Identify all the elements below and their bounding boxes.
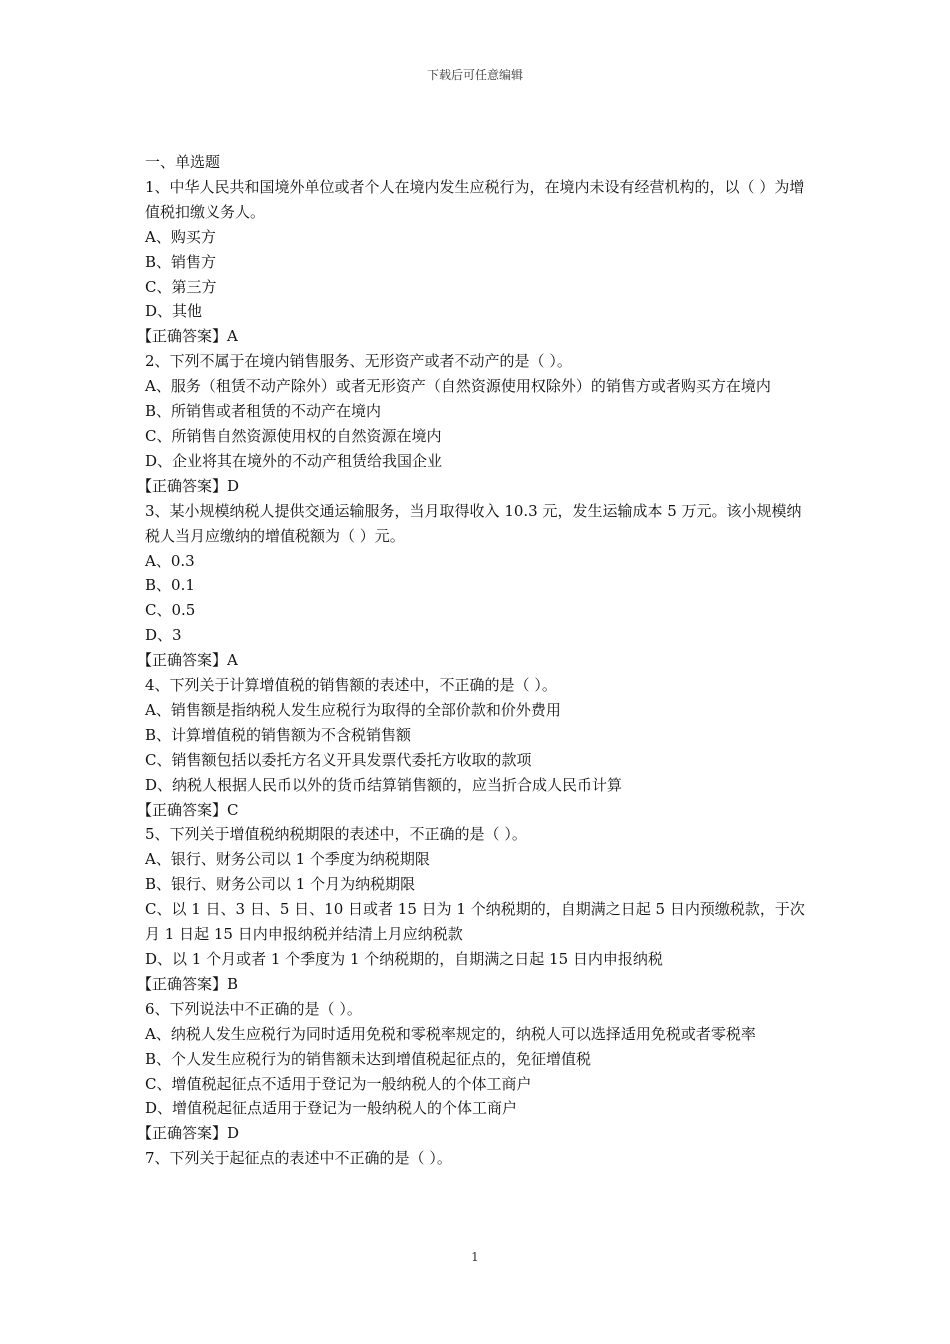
question-4-option-b: B、计算增值税的销售额为不含税销售额 [145, 725, 412, 744]
question-3-answer: 【正确答案】A [137, 651, 238, 670]
question-6-option-d: D、增值税起征点适用于登记为一般纳税人的个体工商户 [145, 1099, 518, 1118]
question-4-option-a: A、销售额是指纳税人发生应税行为取得的全部价款和价外费用 [145, 700, 561, 719]
question-3-option-b: B、0.1 [145, 576, 195, 595]
question-6-option-b: B、个人发生应税行为的销售额未达到增值税起征点的，免征增值税 [145, 1049, 592, 1068]
question-1-answer: 【正确答案】A [137, 327, 238, 346]
question-6-option-c: C、增值税起征点不适用于登记为一般纳税人的个体工商户 [145, 1074, 532, 1093]
page-number: 1 [471, 1250, 479, 1264]
question-5-option-c: C、以 1 日、3 日、5 日、10 日或者 15 日为 1 个纳税期的，自期满之日起 5 日内预缴税款，于次月 1 日起 15 日内申报纳税并结清上月应纳税款 [145, 900, 805, 944]
question-5-option-a: A、银行、财务公司以 1 个季度为纳税期限 [145, 850, 430, 869]
question-6-option-a: A、纳税人发生应税行为同时适用免税和零税率规定的，纳税人可以选择适用免税或者零税率 [145, 1024, 756, 1043]
question-5-option-d: D、以 1 个月或者 1 个季度为 1 个纳税期的，自期满之日起 15 日内申报纳税 [145, 950, 663, 968]
question-4-option-d: D、纳税人根据人民币以外的货币结算销售额的，应当折合成人民币计算 [145, 775, 623, 794]
question-2-option-a: A、服务（租赁不动产除外）或者无形资产（自然资源使用权除外）的销售方或者购买方在境内 [145, 377, 771, 396]
question-2-option-d: D、企业将其在境外的不动产租赁给我国企业 [145, 451, 443, 470]
question-5-answer: 【正确答案】B [137, 974, 239, 993]
question-4-answer: 【正确答案】C [137, 800, 239, 819]
question-3-option-d: D、3 [145, 626, 182, 645]
question-7-stem: 7、下列关于起征点的表述中不正确的是（ ）。 [145, 1149, 452, 1168]
document-body [137, 150, 810, 1171]
page-header-note: 下载后可任意编辑 [426, 68, 523, 82]
question-2-stem: 2、下列不属于在境内销售服务、无形资产或者不动产的是（ ）。 [145, 352, 572, 371]
question-2-option-c: C、所销售自然资源使用权的自然资源在境内 [145, 426, 442, 445]
question-2-answer: 【正确答案】D [137, 476, 240, 495]
question-3-stem: 3、某小规模纳税人提供交通运输服务，当月取得收入 10.3 元，发生运输成本 5 万元。该小规模纳税人当月应缴纳的增值税额为（ ）元。 [145, 501, 802, 545]
question-4-option-c: C、销售额包括以委托方名义开具发票代委托方收取的款项 [145, 750, 532, 769]
question-1-option-a: A、购买方 [145, 227, 216, 246]
section-title: 一、单选题 [145, 153, 221, 171]
question-3-option-c: C、0.5 [145, 601, 196, 620]
question-1-option-b: B、销售方 [145, 252, 217, 271]
question-6-stem: 6、下列说法中不正确的是（ ）。 [145, 999, 362, 1018]
question-6-answer: 【正确答案】D [137, 1124, 240, 1143]
question-1-option-c: C、第三方 [145, 277, 217, 296]
question-4-stem: 4、下列关于计算增值税的销售额的表述中，不正确的是（ ）。 [145, 676, 557, 695]
question-1-option-d: D、其他 [145, 302, 203, 321]
question-3-option-a: A、0.3 [145, 551, 195, 570]
question-1-stem: 1、中华人民共和国境外单位或者个人在境内发生应税行为，在境内未设有经营机构的，以（ ）为增值税扣缴义务人。 [145, 177, 805, 221]
question-5-stem: 5、下列关于增值税纳税期限的表述中，不正确的是（ ）。 [145, 825, 527, 844]
question-5-option-b: B、银行、财务公司以 1 个月为纳税期限 [145, 875, 416, 894]
question-2-option-b: B、所销售或者租赁的不动产在境内 [145, 402, 382, 421]
